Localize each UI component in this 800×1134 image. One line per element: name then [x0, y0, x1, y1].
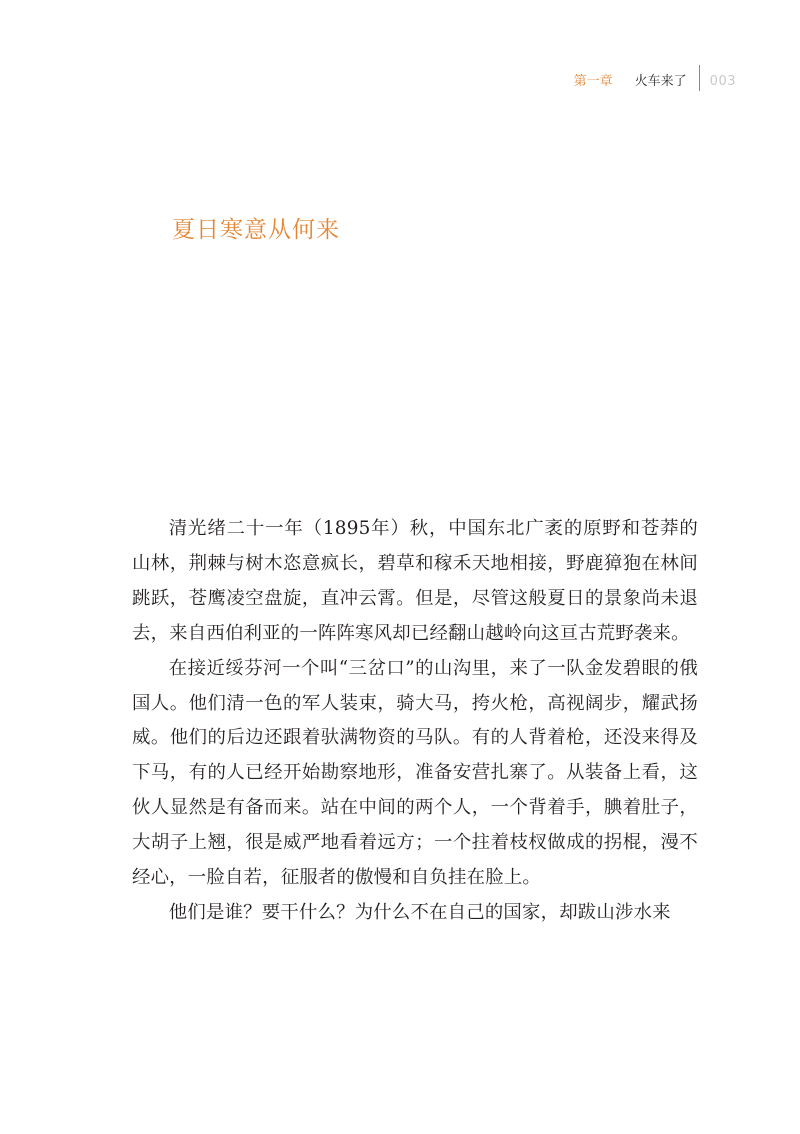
header-divider: [699, 65, 700, 91]
chapter-number: 第一章: [573, 74, 613, 89]
paragraph-2: 在接近绥芬河一个叫“三岔口”的山沟里，来了一队金发碧眼的俄国人。他们清一色的军人装束，骑大马，挎火枪，高视阔步，耀武扬威。他们的后边还跟着驮满物资的马队。有的人背着枪，还没来得及下马，有的人已经开始勘察地形，准备安营扎寨了。从装备上看，这伙人显然是有备而来。站在中间的两个人，一个背着手，腆着肚子，大胡子上翘，很是威严地看着远方；一个拄着枝杈做成的拐棍，漫不经心，一脸自若，征服者的傲慢和自负挂在脸上。: [132, 657, 698, 889]
paragraph-3: 他们是谁？要干什么？为什么不在自己的国家，却跋山涉水来: [168, 901, 671, 923]
page-number: 003: [709, 74, 736, 89]
body-text: [132, 512, 698, 931]
paragraph-1: 清光绪二十一年（1895年）秋，中国东北广袤的原野和苍莽的山林，荆棘与树木恣意疯长，碧草和稼禾天地相接，野鹿獐狍在林间跳跃，苍鹰凌空盘旋，直冲云霄。但是，尽管这般夏日的景象尚未退去，来自西伯利亚的一阵阵寒风却已经翻山越岭向这亘古荒野袭来。: [132, 518, 698, 644]
section-title: 夏日寒意从何来: [172, 217, 340, 243]
running-header: [574, 72, 736, 92]
chapter-title: 火车来了: [634, 74, 687, 89]
